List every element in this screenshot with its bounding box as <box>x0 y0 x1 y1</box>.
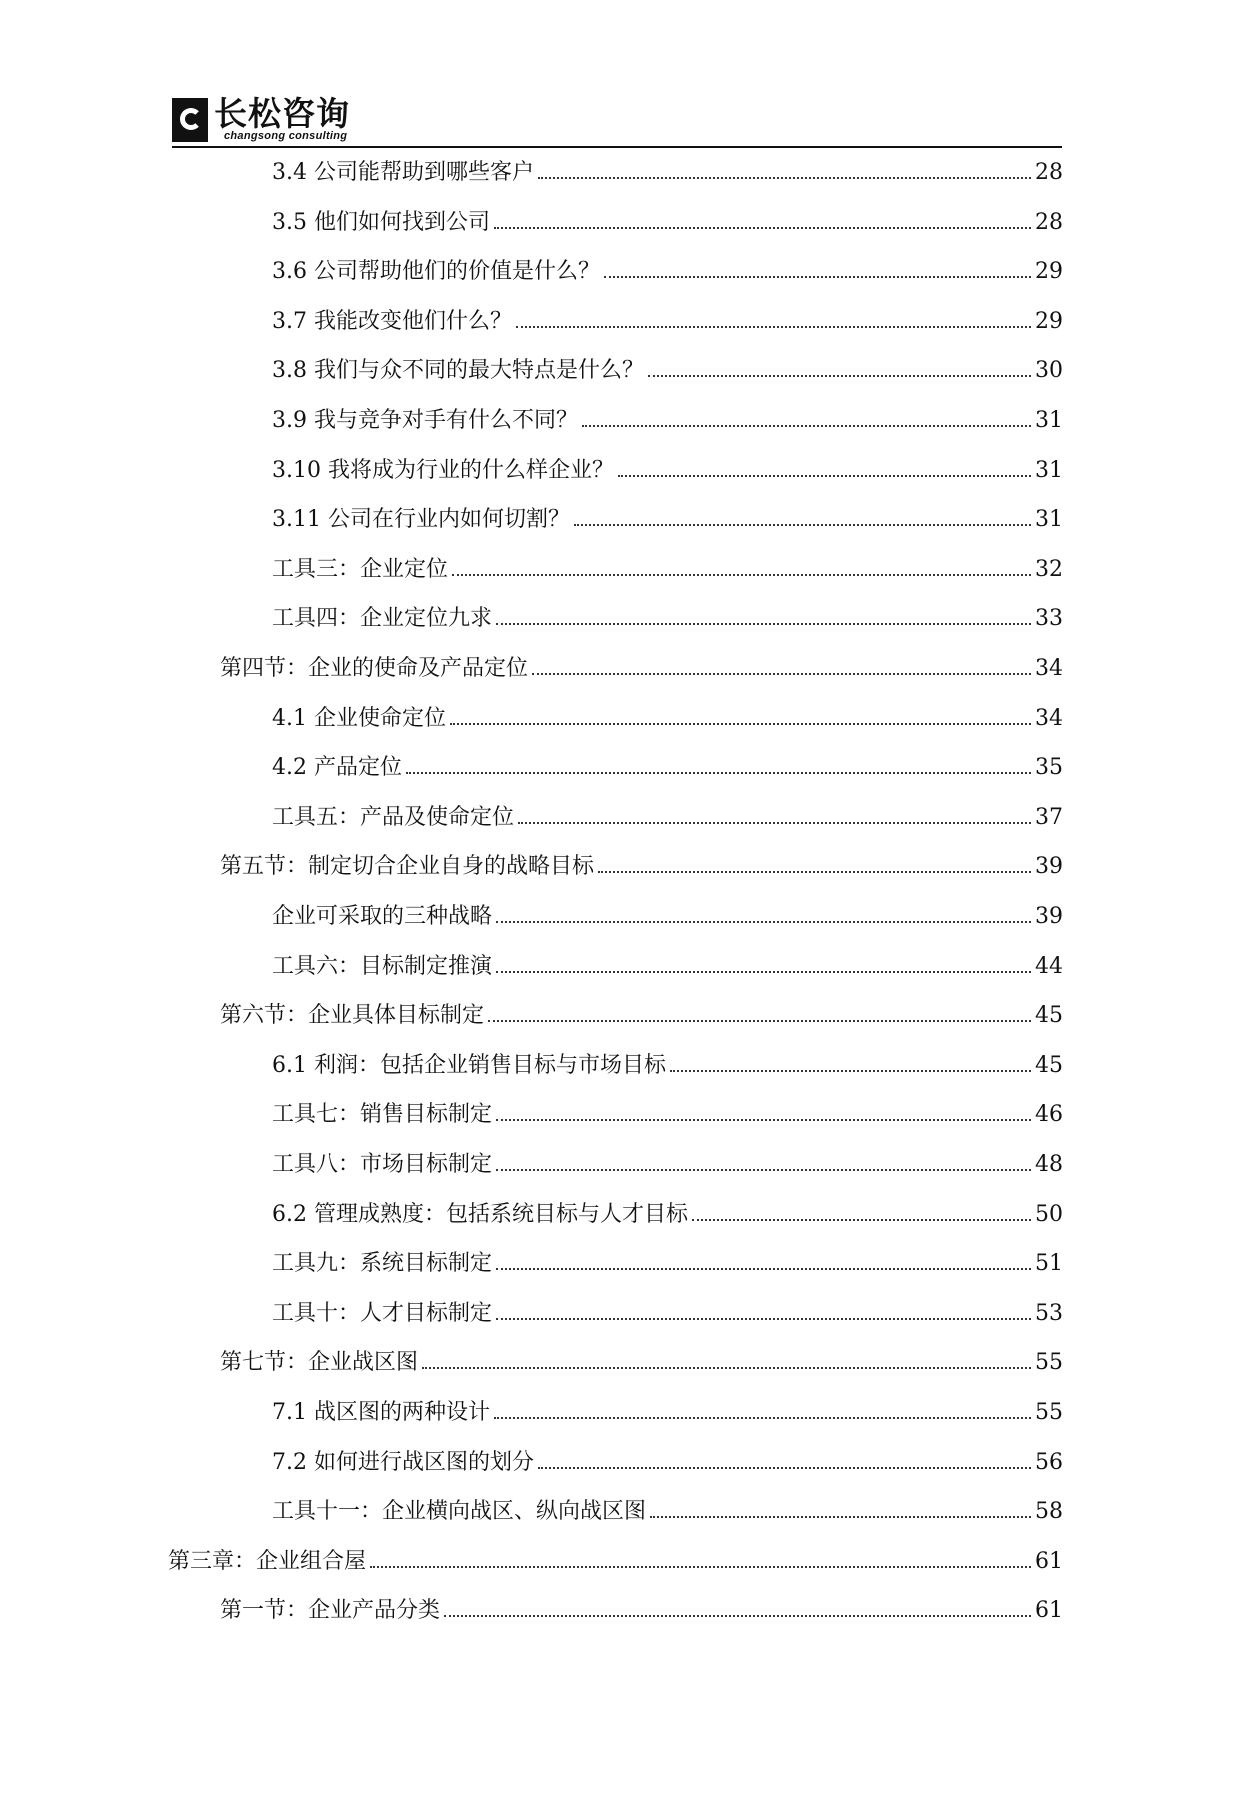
toc-entry-title: 工具九：系统目标制定 <box>272 1251 493 1277</box>
toc-entry-page: 35 <box>1035 755 1063 781</box>
toc-entry-title: 3.4 公司能帮助到哪些客户 <box>272 160 534 185</box>
toc-leader-dots <box>496 1119 1031 1121</box>
toc-entry <box>272 594 1063 644</box>
logo-subtitle: changsong consulting <box>224 130 348 142</box>
toc-entry <box>272 1041 1063 1091</box>
toc-entry-title: 第一节：企业产品分类 <box>220 1598 441 1624</box>
toc-entry-page: 55 <box>1035 1350 1063 1376</box>
toc-entry-page: 45 <box>1035 1003 1063 1029</box>
toc-entry-title: 工具十：人才目标制定 <box>272 1300 493 1326</box>
toc-entry-title: 3.10 我将成为行业的什么样企业？ <box>272 457 614 483</box>
toc-leader-dots <box>516 326 1031 328</box>
toc-entry <box>272 297 1063 347</box>
toc-leader-dots <box>538 1467 1031 1469</box>
toc-entry <box>272 1289 1063 1339</box>
toc-leader-dots <box>604 276 1031 278</box>
toc-entry-page: 46 <box>1035 1102 1063 1128</box>
toc-leader-dots <box>496 623 1031 625</box>
toc-entry-title: 6.1 利润：包括企业销售目标与市场目标 <box>272 1052 666 1078</box>
toc-entry-title: 4.1 企业使命定位 <box>272 705 446 731</box>
toc-leader-dots <box>648 375 1031 377</box>
toc-entry-title: 工具五：产品及使命定位 <box>272 804 515 830</box>
toc-entry <box>272 1438 1063 1488</box>
toc-entry <box>272 396 1063 446</box>
toc-leader-dots <box>488 1020 1031 1022</box>
toc-entry-title: 7.2 如何进行战区图的划分 <box>272 1449 534 1475</box>
toc-entry-page: 34 <box>1035 705 1063 731</box>
toc-entry-title: 3.11 公司在行业内如何切割？ <box>272 507 570 533</box>
toc-entry <box>168 1537 1063 1587</box>
toc-entry-title: 7.1 战区图的两种设计 <box>272 1400 490 1425</box>
toc-entry-page: 37 <box>1035 804 1063 830</box>
toc-entry-page: 61 <box>1035 1598 1063 1624</box>
toc-entry <box>272 743 1063 793</box>
toc-entry-title: 工具三：企业定位 <box>272 556 449 582</box>
toc-leader-dots <box>574 524 1031 526</box>
toc-entry <box>272 1388 1063 1438</box>
toc-leader-dots <box>496 1169 1031 1171</box>
toc-entry-page: 31 <box>1035 457 1063 483</box>
toc-entry-title: 工具八：市场目标制定 <box>272 1152 493 1177</box>
toc-entry <box>272 346 1063 396</box>
toc-leader-dots <box>538 177 1031 179</box>
toc-entry <box>272 198 1063 248</box>
toc-leader-dots <box>618 475 1031 477</box>
toc-leader-dots <box>370 1566 1031 1568</box>
toc-entry-page: 39 <box>1035 854 1063 880</box>
toc-entry-page: 53 <box>1035 1300 1063 1326</box>
toc-leader-dots <box>494 1417 1031 1419</box>
toc-entry <box>220 842 1063 892</box>
toc-entry <box>220 644 1063 694</box>
toc-entry <box>220 991 1063 1041</box>
toc-entry-title: 第六节：企业具体目标制定 <box>220 1003 485 1029</box>
toc-leader-dots <box>496 921 1031 923</box>
toc-entry <box>272 446 1063 496</box>
toc-entry-page: 51 <box>1035 1251 1063 1277</box>
toc-leader-dots <box>494 227 1031 229</box>
logo-text: 长松咨询 <box>214 94 350 133</box>
toc-entry <box>272 545 1063 595</box>
toc-entry-page: 39 <box>1035 904 1063 929</box>
toc-entry-page: 44 <box>1035 953 1063 979</box>
changsong-logo-icon <box>172 98 208 142</box>
toc-entry-title: 企业可采取的三种战略 <box>272 904 493 929</box>
toc-leader-dots <box>650 1516 1031 1518</box>
toc-entry <box>220 1338 1063 1388</box>
toc-leader-dots <box>518 822 1031 824</box>
toc-entry-title: 第四节：企业的使命及产品定位 <box>220 656 529 681</box>
toc-leader-dots <box>450 723 1031 725</box>
toc-entry-page: 45 <box>1035 1052 1063 1078</box>
toc-leader-dots <box>532 673 1031 675</box>
toc-entry-page: 61 <box>1035 1548 1063 1574</box>
toc-entry-title: 3.8 我们与众不同的最大特点是什么？ <box>272 358 644 384</box>
toc-entry-title: 3.5 他们如何找到公司 <box>272 209 490 235</box>
toc-entry-page: 55 <box>1035 1400 1063 1425</box>
toc-entry-page: 34 <box>1035 656 1063 681</box>
toc-entry-title: 第三章：企业组合屋 <box>168 1548 367 1574</box>
toc-entry-title: 3.6 公司帮助他们的价值是什么？ <box>272 259 600 285</box>
toc-entry <box>272 793 1063 843</box>
toc-entry <box>272 247 1063 297</box>
toc-entry-page: 30 <box>1035 358 1063 384</box>
toc-entry-page: 28 <box>1035 209 1063 235</box>
toc-entry-page: 31 <box>1035 408 1063 433</box>
toc-entry-title: 3.7 我能改变他们什么？ <box>272 308 512 334</box>
toc-entry-title: 工具十一：企业横向战区、纵向战区图 <box>272 1499 647 1525</box>
toc-leader-dots <box>452 574 1031 576</box>
toc-entry <box>220 1586 1063 1636</box>
toc-entry-title: 6.2 管理成熟度：包括系统目标与人才目标 <box>272 1201 688 1227</box>
table-of-contents <box>0 148 1251 1628</box>
toc-entry-page: 50 <box>1035 1201 1063 1227</box>
toc-leader-dots <box>670 1070 1031 1072</box>
toc-leader-dots <box>422 1367 1031 1369</box>
toc-entry-page: 56 <box>1035 1449 1063 1475</box>
toc-entry <box>272 942 1063 992</box>
toc-entry-title: 第五节：制定切合企业自身的战略目标 <box>220 854 595 880</box>
toc-leader-dots <box>598 871 1031 873</box>
toc-entry-title: 4.2 产品定位 <box>272 755 402 781</box>
toc-entry-title: 3.9 我与竞争对手有什么不同？ <box>272 408 578 433</box>
toc-entry-page: 58 <box>1035 1499 1063 1525</box>
toc-entry <box>272 1239 1063 1289</box>
toc-entry-page: 33 <box>1035 606 1063 632</box>
toc-entry-page: 29 <box>1035 259 1063 285</box>
toc-entry-title: 第七节：企业战区图 <box>220 1350 419 1376</box>
toc-entry <box>272 1487 1063 1537</box>
toc-entry-page: 48 <box>1035 1152 1063 1177</box>
document-header <box>172 96 1062 148</box>
toc-entry-page: 31 <box>1035 507 1063 533</box>
toc-leader-dots <box>496 1268 1031 1270</box>
toc-leader-dots <box>444 1615 1031 1617</box>
toc-entry-title: 工具七：销售目标制定 <box>272 1102 493 1128</box>
toc-leader-dots <box>496 971 1031 973</box>
toc-entry-title: 工具六：目标制定推演 <box>272 953 493 979</box>
toc-leader-dots <box>692 1219 1031 1221</box>
toc-leader-dots <box>496 1318 1031 1320</box>
toc-leader-dots <box>582 425 1031 427</box>
toc-entry <box>272 694 1063 744</box>
toc-entry-page: 29 <box>1035 308 1063 334</box>
toc-entry-page: 32 <box>1035 556 1063 582</box>
toc-entry <box>272 495 1063 545</box>
toc-entry <box>272 892 1063 942</box>
toc-entry-page: 28 <box>1035 160 1063 185</box>
toc-entry <box>272 1090 1063 1140</box>
toc-entry <box>272 148 1063 198</box>
toc-leader-dots <box>406 772 1031 774</box>
toc-entry <box>272 1140 1063 1190</box>
toc-entry <box>272 1190 1063 1240</box>
toc-entry-title: 工具四：企业定位九求 <box>272 606 493 632</box>
